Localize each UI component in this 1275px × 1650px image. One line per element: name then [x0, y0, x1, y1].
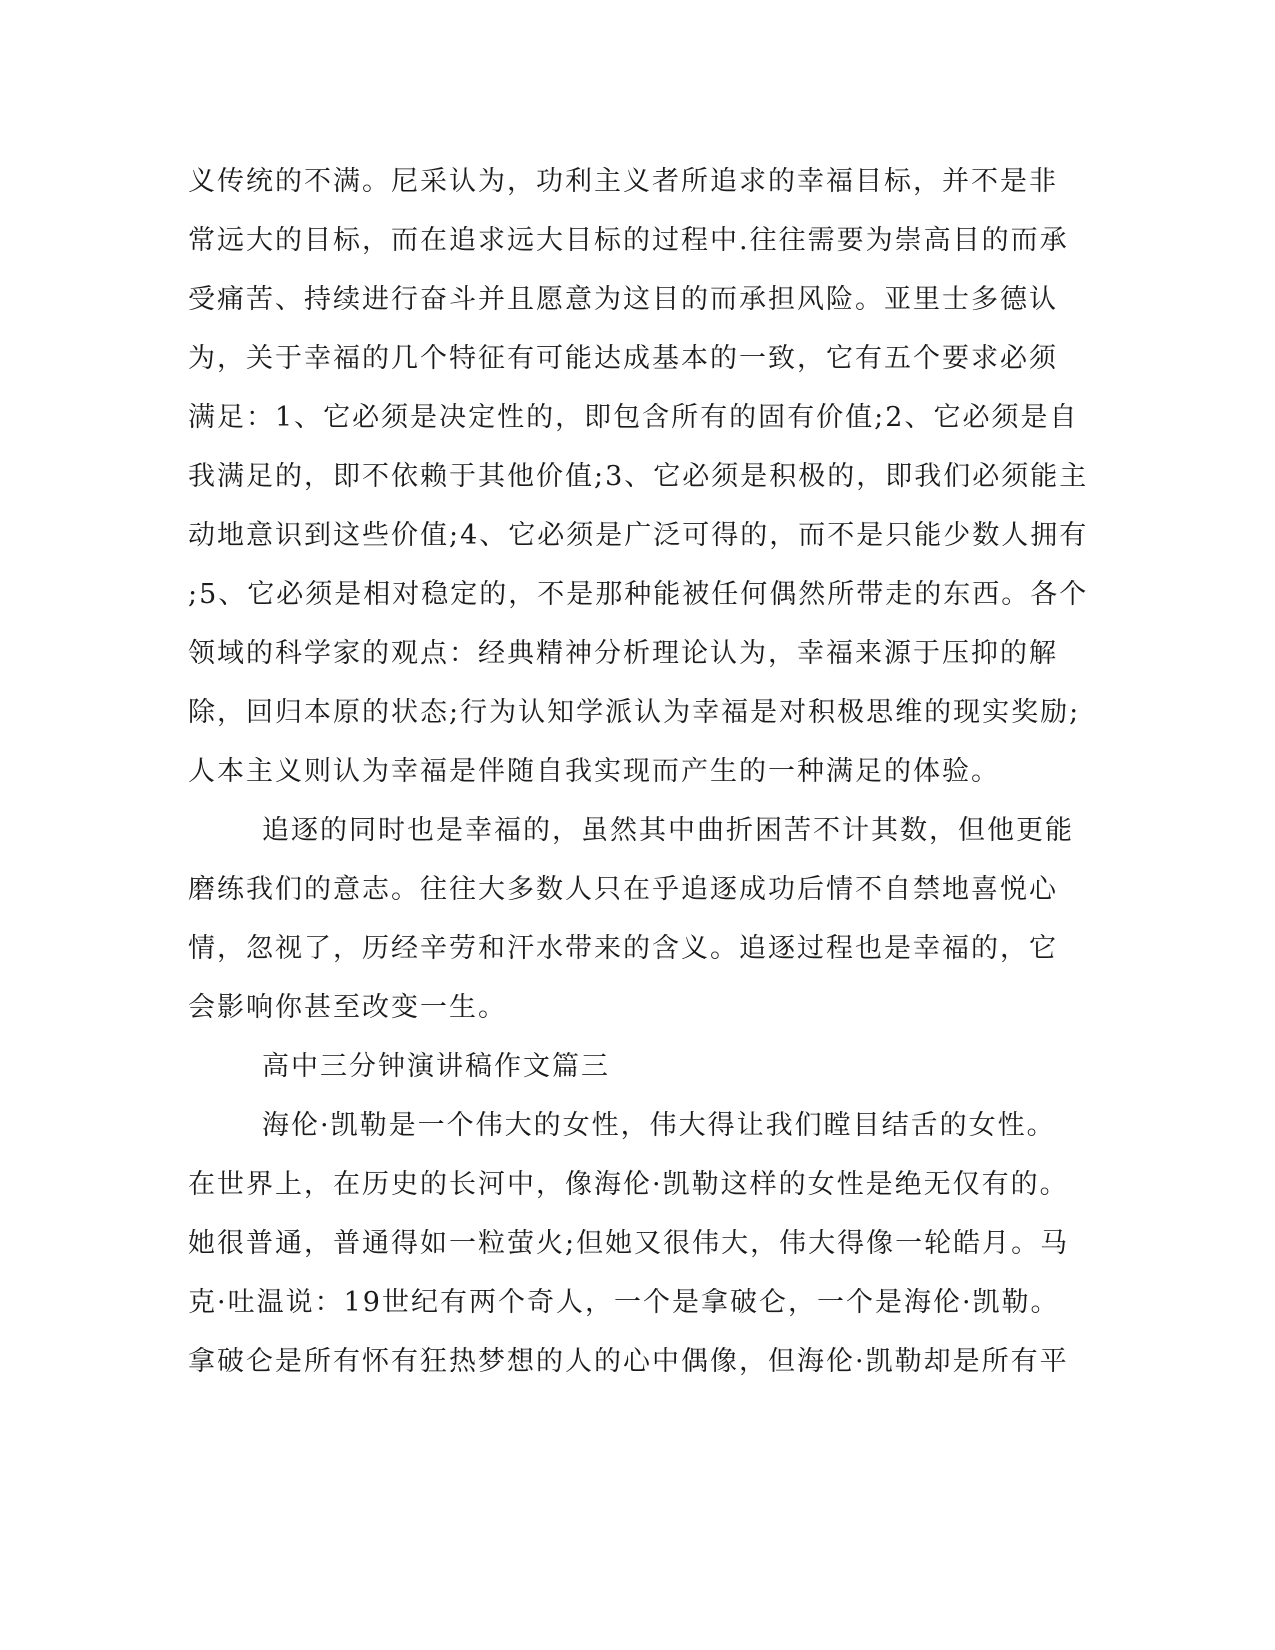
section-heading: 高中三分钟演讲稿作文篇三	[262, 1051, 610, 1082]
text-line: ;5、它必须是相对稳定的，不是那种能被任何偶然所带走的东西。各个	[188, 579, 1089, 610]
text-line: 领域的科学家的观点：经典精神分析理论认为，幸福来源于压抑的解	[188, 638, 1058, 669]
text-line: 磨练我们的意志。往往大多数人只在乎追逐成功后情不自禁地喜悦心	[188, 874, 1058, 905]
text-line: 受痛苦、持续进行奋斗并且愿意为这目的而承担风险。亚里士多德认	[188, 284, 1058, 315]
text-line: 克·吐温说：19世纪有两个奇人，一个是拿破仑，一个是海伦·凯勒。	[188, 1287, 1060, 1318]
paragraph-start-line: 追逐的同时也是幸福的，虽然其中曲折困苦不计其数，但他更能	[262, 815, 1074, 846]
text-line: 人本主义则认为幸福是伴随自我实现而产生的一种满足的体验。	[188, 756, 1000, 787]
text-line: 在世界上，在历史的长河中，像海伦·凯勒这样的女性是绝无仅有的。	[188, 1169, 1069, 1200]
text-line: 为，关于幸福的几个特征有可能达成基本的一致，它有五个要求必须	[188, 343, 1058, 374]
paragraph-start-line: 海伦·凯勒是一个伟大的女性，伟大得让我们瞠目结舌的女性。	[262, 1110, 1056, 1141]
text-line: 拿破仑是所有怀有狂热梦想的人的心中偶像，但海伦·凯勒却是所有平	[188, 1346, 1069, 1377]
text-line: 除，回归本原的状态;行为认知学派认为幸福是对积极思维的现实奖励;	[188, 697, 1081, 728]
text-line: 动地意识到这些价值;4、它必须是广泛可得的，而不是只能少数人拥有	[188, 520, 1089, 551]
text-line: 会影响你甚至改变一生。	[188, 992, 507, 1023]
text-line: 满足：1、它必须是决定性的，即包含所有的固有价值;2、它必须是自	[188, 402, 1079, 433]
text-line: 情，忽视了，历经辛劳和汗水带来的含义。追逐过程也是幸福的，它	[188, 933, 1058, 964]
text-line: 常远大的目标，而在追求远大目标的过程中.往往需要为崇高目的而承	[188, 225, 1069, 256]
text-line: 她很普通，普通得如一粒萤火;但她又很伟大，伟大得像一轮皓月。马	[188, 1228, 1070, 1259]
text-line: 义传统的不满。尼采认为，功利主义者所追求的幸福目标，并不是非	[188, 166, 1058, 197]
text-line: 我满足的，即不依赖于其他价值;3、它必须是积极的，即我们必须能主	[188, 461, 1089, 492]
